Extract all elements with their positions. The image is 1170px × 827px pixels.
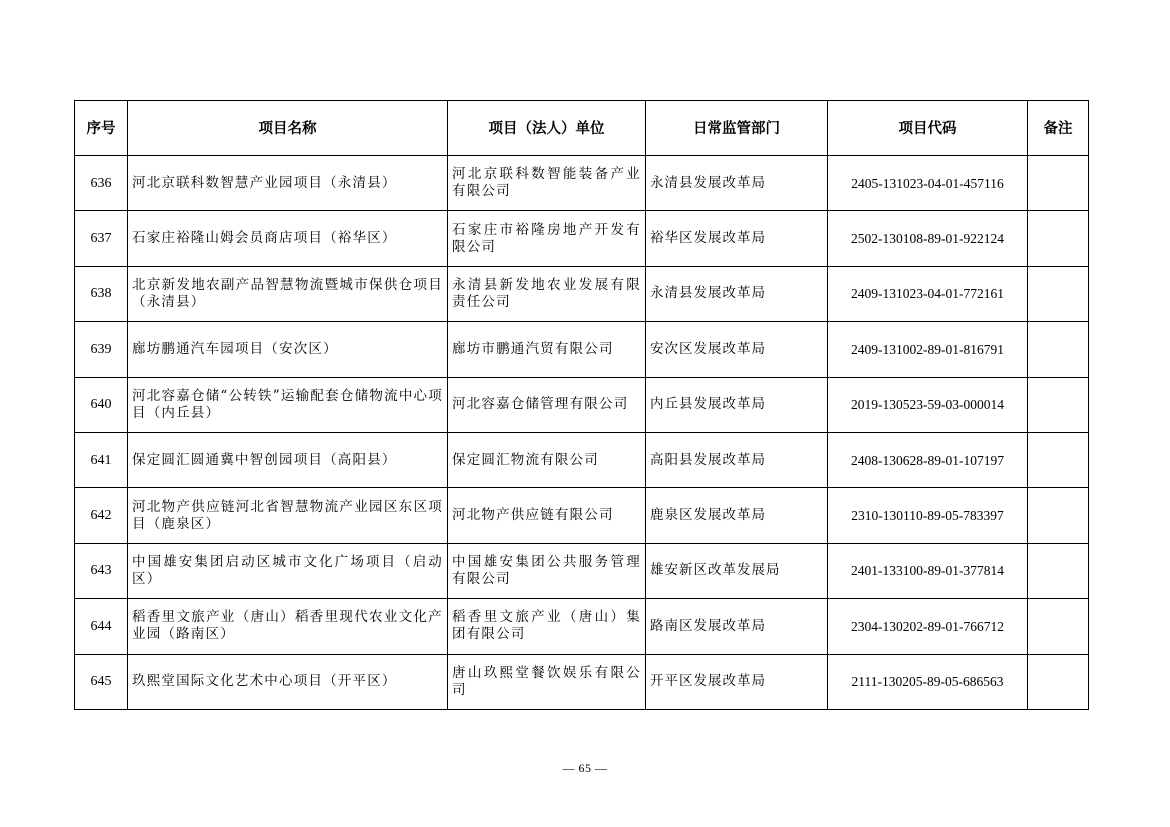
cell-department: 鹿泉区发展改革局 <box>646 488 828 543</box>
header-remarks: 备注 <box>1028 101 1089 156</box>
cell-unit: 河北物产供应链有限公司 <box>448 488 646 543</box>
cell-name: 稻香里文旅产业（唐山）稻香里现代农业文化产业园（路南区） <box>128 599 448 654</box>
cell-remarks <box>1028 266 1089 321</box>
cell-department: 路南区发展改革局 <box>646 599 828 654</box>
cell-code: 2502-130108-89-01-922124 <box>828 211 1028 266</box>
cell-department: 永清县发展改革局 <box>646 156 828 211</box>
cell-remarks <box>1028 432 1089 487</box>
table-row <box>75 543 1089 598</box>
cell-name: 河北京联科数智慧产业园项目（永清县） <box>128 156 448 211</box>
cell-unit: 永清县新发地农业发展有限责任公司 <box>448 266 646 321</box>
cell-remarks <box>1028 156 1089 211</box>
cell-remarks <box>1028 599 1089 654</box>
cell-name: 中国雄安集团启动区城市文化广场项目（启动区） <box>128 543 448 598</box>
cell-unit: 保定圆汇物流有限公司 <box>448 432 646 487</box>
cell-index: 637 <box>75 211 128 266</box>
cell-code: 2304-130202-89-01-766712 <box>828 599 1028 654</box>
cell-unit: 河北容嘉仓储管理有限公司 <box>448 377 646 432</box>
cell-remarks <box>1028 654 1089 709</box>
table-row <box>75 377 1089 432</box>
table-row <box>75 156 1089 211</box>
table-row <box>75 322 1089 377</box>
cell-name: 玖熙堂国际文化艺术中心项目（开平区） <box>128 654 448 709</box>
cell-unit: 中国雄安集团公共服务管理有限公司 <box>448 543 646 598</box>
cell-code: 2401-133100-89-01-377814 <box>828 543 1028 598</box>
cell-index: 640 <box>75 377 128 432</box>
cell-remarks <box>1028 211 1089 266</box>
table-body <box>75 156 1089 710</box>
header-index: 序号 <box>75 101 128 156</box>
cell-department: 安次区发展改革局 <box>646 322 828 377</box>
table-row <box>75 599 1089 654</box>
cell-index: 644 <box>75 599 128 654</box>
cell-unit: 唐山玖熙堂餐饮娱乐有限公司 <box>448 654 646 709</box>
cell-index: 645 <box>75 654 128 709</box>
cell-department: 开平区发展改革局 <box>646 654 828 709</box>
cell-index: 641 <box>75 432 128 487</box>
cell-name: 保定圆汇圆通冀中智创园项目（高阳县） <box>128 432 448 487</box>
cell-index: 639 <box>75 322 128 377</box>
cell-remarks <box>1028 543 1089 598</box>
cell-index: 642 <box>75 488 128 543</box>
header-code: 项目代码 <box>828 101 1028 156</box>
cell-department: 雄安新区改革发展局 <box>646 543 828 598</box>
table-row <box>75 432 1089 487</box>
cell-department: 裕华区发展改革局 <box>646 211 828 266</box>
cell-name: 北京新发地农副产品智慧物流暨城市保供仓项目（永清县） <box>128 266 448 321</box>
cell-code: 2310-130110-89-05-783397 <box>828 488 1028 543</box>
cell-code: 2405-131023-04-01-457116 <box>828 156 1028 211</box>
cell-code: 2409-131023-04-01-772161 <box>828 266 1028 321</box>
cell-code: 2408-130628-89-01-107197 <box>828 432 1028 487</box>
cell-unit: 廊坊市鹏通汽贸有限公司 <box>448 322 646 377</box>
cell-unit: 河北京联科数智能装备产业有限公司 <box>448 156 646 211</box>
cell-remarks <box>1028 488 1089 543</box>
cell-code: 2409-131002-89-01-816791 <box>828 322 1028 377</box>
cell-code: 2111-130205-89-05-686563 <box>828 654 1028 709</box>
page-number: — 65 — <box>562 761 608 775</box>
cell-index: 638 <box>75 266 128 321</box>
project-table <box>74 100 1089 710</box>
header-row <box>75 101 1089 156</box>
table-row <box>75 488 1089 543</box>
table-row <box>75 654 1089 709</box>
table-header <box>75 101 1089 156</box>
cell-index: 636 <box>75 156 128 211</box>
cell-department: 内丘县发展改革局 <box>646 377 828 432</box>
cell-name: 河北容嘉仓储“公转铁”运输配套仓储物流中心项目（内丘县） <box>128 377 448 432</box>
header-unit: 项目（法人）单位 <box>448 101 646 156</box>
cell-name: 石家庄裕隆山姆会员商店项目（裕华区） <box>128 211 448 266</box>
cell-remarks <box>1028 322 1089 377</box>
cell-department: 永清县发展改革局 <box>646 266 828 321</box>
cell-remarks <box>1028 377 1089 432</box>
cell-name: 河北物产供应链河北省智慧物流产业园区东区项目（鹿泉区） <box>128 488 448 543</box>
header-name: 项目名称 <box>128 101 448 156</box>
cell-unit: 石家庄市裕隆房地产开发有限公司 <box>448 211 646 266</box>
table-row <box>75 266 1089 321</box>
cell-department: 高阳县发展改革局 <box>646 432 828 487</box>
cell-unit: 稻香里文旅产业（唐山）集团有限公司 <box>448 599 646 654</box>
cell-name: 廊坊鹏通汽车园项目（安次区） <box>128 322 448 377</box>
header-department: 日常监管部门 <box>646 101 828 156</box>
table-row <box>75 211 1089 266</box>
cell-index: 643 <box>75 543 128 598</box>
cell-code: 2019-130523-59-03-000014 <box>828 377 1028 432</box>
